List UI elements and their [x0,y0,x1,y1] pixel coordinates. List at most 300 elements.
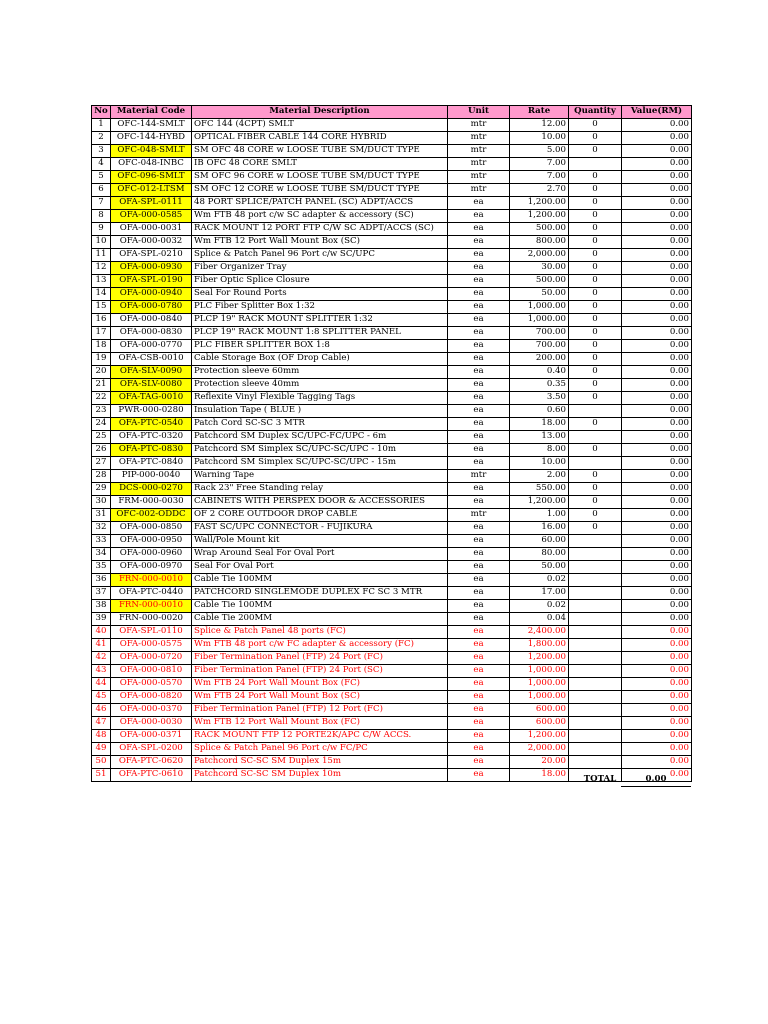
cell-no: 50 [92,756,111,769]
cell-quantity [569,678,622,691]
cell-material-description: Protection sleeve 40mm [192,379,448,392]
table-row [92,522,692,535]
cell-material-description: SM OFC 48 CORE w LOOSE TUBE SM/DUCT TYPE [192,145,448,158]
cell-value: 0.00 [622,327,692,340]
cell-quantity: 0 [569,470,622,483]
cell-material-code: PIP-000-0040 [111,470,192,483]
cell-unit: mtr [448,171,510,184]
cell-quantity [569,405,622,418]
cell-material-code: FRN-000-0010 [111,600,192,613]
cell-material-description: OFC 144 (4CPT) SMLT [192,119,448,132]
cell-quantity: 0 [569,119,622,132]
table-row [92,470,692,483]
cell-quantity [569,613,622,626]
cell-material-description: PLCP 19" RACK MOUNT 1:8 SPLITTER PANEL [192,327,448,340]
table-row [92,119,692,132]
cell-unit: ea [448,756,510,769]
cell-no: 47 [92,717,111,730]
cell-rate: 1,200.00 [510,496,569,509]
cell-quantity [569,665,622,678]
cell-quantity [569,548,622,561]
cell-material-code: OFA-000-0960 [111,548,192,561]
cell-quantity: 0 [569,392,622,405]
cell-rate: 1,200.00 [510,652,569,665]
cell-rate: 10.00 [510,132,569,145]
cell-value: 0.00 [622,314,692,327]
cell-material-code: OFC-144-SMLT [111,119,192,132]
cell-material-description: SM OFC 96 CORE w LOOSE TUBE SM/DUCT TYPE [192,171,448,184]
cell-quantity: 0 [569,145,622,158]
header-material-description: Material Description [192,106,448,119]
cell-material-description: Splice & Patch Panel 48 ports (FC) [192,626,448,639]
cell-quantity: 0 [569,496,622,509]
cell-material-description: CABINETS WITH PERSPEX DOOR & ACCESSORIES [192,496,448,509]
cell-rate: 2.70 [510,184,569,197]
table-row [92,340,692,353]
cell-no: 31 [92,509,111,522]
table-row [92,353,692,366]
cell-quantity [569,626,622,639]
cell-no: 43 [92,665,111,678]
cell-no: 11 [92,249,111,262]
cell-value: 0.00 [622,197,692,210]
table-row [92,158,692,171]
cell-quantity [569,158,622,171]
cell-value: 0.00 [622,418,692,431]
cell-unit: ea [448,457,510,470]
cell-no: 5 [92,171,111,184]
cell-unit: ea [448,236,510,249]
cell-material-description: Fiber Termination Panel (FTP) 24 Port (FC) [192,652,448,665]
cell-material-code: OFA-000-0840 [111,314,192,327]
table-row [92,756,692,769]
cell-material-description: OPTICAL FIBER CABLE 144 CORE HYBRID [192,132,448,145]
table-row [92,717,692,730]
cell-unit: ea [448,665,510,678]
cell-rate: 2.00 [510,470,569,483]
cell-material-description: Seal For Round Ports [192,288,448,301]
cell-value: 0.00 [622,522,692,535]
cell-material-description: Wm FTB 48 port c/w FC adapter & accessory (FC) [192,639,448,652]
cell-no: 7 [92,197,111,210]
cell-material-code: OFA-SPL-0190 [111,275,192,288]
cell-quantity [569,587,622,600]
cell-quantity: 0 [569,327,622,340]
table-row [92,691,692,704]
cell-unit: ea [448,301,510,314]
table-row [92,184,692,197]
cell-material-code: OFC-012-LTSM [111,184,192,197]
cell-no: 48 [92,730,111,743]
cell-rate: 800.00 [510,236,569,249]
cell-unit: mtr [448,184,510,197]
cell-unit: ea [448,626,510,639]
cell-rate: 700.00 [510,327,569,340]
cell-value: 0.00 [622,210,692,223]
cell-unit: ea [448,327,510,340]
cell-value: 0.00 [622,119,692,132]
cell-material-description: Seal For Oval Port [192,561,448,574]
cell-rate: 18.00 [510,418,569,431]
cell-material-code: OFA-SPL-0210 [111,249,192,262]
cell-material-description: Cable Tie 100MM [192,600,448,613]
cell-rate: 50.00 [510,288,569,301]
material-sheet [91,105,691,782]
cell-unit: ea [448,405,510,418]
cell-no: 1 [92,119,111,132]
cell-unit: ea [448,210,510,223]
cell-rate: 500.00 [510,223,569,236]
cell-rate: 1,000.00 [510,301,569,314]
cell-value: 0.00 [622,444,692,457]
table-body [92,119,692,782]
cell-rate: 500.00 [510,275,569,288]
table-row [92,496,692,509]
cell-unit: ea [448,223,510,236]
cell-unit: mtr [448,509,510,522]
cell-material-code: FRN-000-0010 [111,574,192,587]
cell-unit: mtr [448,119,510,132]
cell-value: 0.00 [622,496,692,509]
cell-value: 0.00 [622,340,692,353]
cell-material-code: OFA-000-0371 [111,730,192,743]
table-row [92,301,692,314]
cell-quantity: 0 [569,288,622,301]
cell-value: 0.00 [622,665,692,678]
cell-rate: 700.00 [510,340,569,353]
cell-unit: mtr [448,470,510,483]
cell-material-description: Patch Cord SC-SC 3 MTR [192,418,448,431]
table-row [92,145,692,158]
cell-value: 0.00 [622,561,692,574]
cell-no: 15 [92,301,111,314]
cell-material-description: Insulation Tape ( BLUE ) [192,405,448,418]
cell-no: 26 [92,444,111,457]
cell-material-code: OFA-PTC-0830 [111,444,192,457]
cell-material-description: Patchcord SM Simplex SC/UPC-SC/UPC - 10m [192,444,448,457]
header-quantity: Quantity [569,106,622,119]
cell-material-code: OFA-PTC-0840 [111,457,192,470]
cell-no: 35 [92,561,111,574]
cell-unit: ea [448,444,510,457]
cell-quantity: 0 [569,522,622,535]
cell-quantity: 0 [569,132,622,145]
cell-material-code: OFA-000-0780 [111,301,192,314]
cell-unit: ea [448,587,510,600]
cell-no: 29 [92,483,111,496]
table-row [92,652,692,665]
table-row [92,665,692,678]
cell-material-code: OFA-000-0370 [111,704,192,717]
cell-material-description: Cable Storage Box (OF Drop Cable) [192,353,448,366]
cell-value: 0.00 [622,353,692,366]
header-rate: Rate [510,106,569,119]
table-row [92,223,692,236]
table-row [92,379,692,392]
cell-unit: ea [448,639,510,652]
cell-quantity [569,743,622,756]
cell-material-code: OFA-SLV-0080 [111,379,192,392]
cell-value: 0.00 [622,223,692,236]
cell-no: 40 [92,626,111,639]
cell-no: 44 [92,678,111,691]
cell-value: 0.00 [622,288,692,301]
table-row [92,639,692,652]
cell-quantity: 0 [569,314,622,327]
cell-unit: ea [448,678,510,691]
cell-value: 0.00 [622,548,692,561]
cell-material-code: OFC-096-SMLT [111,171,192,184]
header-material-code: Material Code [111,106,192,119]
cell-rate: 600.00 [510,704,569,717]
cell-unit: ea [448,704,510,717]
cell-material-description: IB OFC 48 CORE SMLT [192,158,448,171]
cell-unit: ea [448,496,510,509]
cell-quantity [569,574,622,587]
cell-no: 20 [92,366,111,379]
total-underline [621,786,691,787]
cell-material-description: OF 2 CORE OUTDOOR DROP CABLE [192,509,448,522]
cell-rate: 0.60 [510,405,569,418]
cell-rate: 2,000.00 [510,743,569,756]
cell-no: 41 [92,639,111,652]
cell-material-code: OFA-000-0820 [111,691,192,704]
table-row [92,587,692,600]
cell-value: 0.00 [622,392,692,405]
cell-no: 24 [92,418,111,431]
table-row [92,197,692,210]
table-row [92,509,692,522]
cell-material-description: Warning Tape [192,470,448,483]
cell-value: 0.00 [622,743,692,756]
cell-no: 16 [92,314,111,327]
cell-value: 0.00 [622,483,692,496]
cell-unit: ea [448,392,510,405]
cell-material-code: OFA-000-0940 [111,288,192,301]
cell-material-description: Patchcord SC-SC SM Duplex 15m [192,756,448,769]
cell-unit: ea [448,769,510,782]
table-row [92,626,692,639]
cell-quantity: 0 [569,171,622,184]
cell-unit: ea [448,314,510,327]
cell-rate: 13.00 [510,431,569,444]
cell-rate: 1.00 [510,509,569,522]
cell-material-description: Wrap Around Seal For Oval Port [192,548,448,561]
cell-quantity: 0 [569,236,622,249]
cell-material-code: OFA-000-0850 [111,522,192,535]
cell-rate: 20.00 [510,756,569,769]
cell-quantity [569,730,622,743]
cell-material-description: FAST SC/UPC CONNECTOR - FUJIKURA [192,522,448,535]
cell-material-description: Splice & Patch Panel 96 Port c/w FC/PC [192,743,448,756]
cell-material-code: OFC-144-HYBD [111,132,192,145]
cell-material-description: Rack 23" Free Standing relay [192,483,448,496]
cell-unit: ea [448,561,510,574]
cell-quantity: 0 [569,275,622,288]
cell-value: 0.00 [622,431,692,444]
cell-material-code: OFA-000-0810 [111,665,192,678]
cell-value: 0.00 [622,626,692,639]
cell-no: 2 [92,132,111,145]
cell-no: 49 [92,743,111,756]
cell-no: 30 [92,496,111,509]
table-row [92,678,692,691]
cell-quantity: 0 [569,366,622,379]
cell-rate: 0.35 [510,379,569,392]
cell-value: 0.00 [622,678,692,691]
table-row [92,210,692,223]
cell-quantity [569,535,622,548]
cell-value: 0.00 [622,730,692,743]
cell-material-description: Cable Tie 200MM [192,613,448,626]
cell-unit: ea [448,366,510,379]
cell-material-code: OFA-000-0575 [111,639,192,652]
table-row [92,704,692,717]
cell-quantity: 0 [569,444,622,457]
cell-no: 8 [92,210,111,223]
cell-material-description: PLC Fiber Splitter Box 1:32 [192,301,448,314]
cell-material-description: RACK MOUNT 12 PORT FTP C/W SC ADPT/ACCS (SC) [192,223,448,236]
cell-no: 32 [92,522,111,535]
cell-material-description: PLCP 19" RACK MOUNT SPLITTER 1:32 [192,314,448,327]
cell-material-code: FRN-000-0020 [111,613,192,626]
cell-value: 0.00 [622,704,692,717]
cell-no: 22 [92,392,111,405]
cell-material-description: Fiber Optic Splice Closure [192,275,448,288]
cell-material-description: PLC FIBER SPLITTER BOX 1:8 [192,340,448,353]
cell-value: 0.00 [622,691,692,704]
total-value: 0.00 [645,774,667,784]
cell-quantity: 0 [569,197,622,210]
cell-quantity: 0 [569,483,622,496]
cell-material-code: OFA-PTC-0620 [111,756,192,769]
cell-value: 0.00 [622,249,692,262]
cell-quantity [569,639,622,652]
cell-unit: ea [448,600,510,613]
cell-unit: ea [448,730,510,743]
cell-material-code: OFA-000-0970 [111,561,192,574]
cell-quantity: 0 [569,340,622,353]
cell-value: 0.00 [622,509,692,522]
cell-material-code: DCS-000-0270 [111,483,192,496]
table-row [92,600,692,613]
cell-material-description: Reflexite Vinyl Flexible Tagging Tags [192,392,448,405]
cell-no: 3 [92,145,111,158]
cell-no: 10 [92,236,111,249]
cell-no: 13 [92,275,111,288]
cell-material-description: Wm FTB 24 Port Wall Mount Box (FC) [192,678,448,691]
cell-rate: 1,000.00 [510,678,569,691]
cell-material-description: Cable Tie 100MM [192,574,448,587]
cell-rate: 550.00 [510,483,569,496]
cell-value: 0.00 [622,236,692,249]
cell-material-code: OFA-000-0720 [111,652,192,665]
cell-value: 0.00 [622,769,692,782]
header-no: No [92,106,111,119]
table-row [92,262,692,275]
table-row [92,327,692,340]
cell-material-code: OFA-000-0830 [111,327,192,340]
cell-value: 0.00 [622,171,692,184]
cell-unit: mtr [448,145,510,158]
cell-material-description: Protection sleeve 60mm [192,366,448,379]
cell-material-code: OFA-PTC-0320 [111,431,192,444]
cell-unit: ea [448,522,510,535]
cell-unit: ea [448,717,510,730]
cell-unit: ea [448,197,510,210]
cell-rate: 50.00 [510,561,569,574]
table-row [92,457,692,470]
cell-unit: ea [448,353,510,366]
table-row [92,418,692,431]
cell-quantity [569,704,622,717]
cell-material-code: OFA-000-0585 [111,210,192,223]
cell-quantity [569,600,622,613]
cell-rate: 0.02 [510,574,569,587]
cell-unit: ea [448,340,510,353]
cell-unit: mtr [448,158,510,171]
cell-value: 0.00 [622,470,692,483]
cell-quantity: 0 [569,509,622,522]
table-header-row [92,106,692,119]
cell-unit: ea [448,262,510,275]
table-row [92,275,692,288]
cell-rate: 600.00 [510,717,569,730]
cell-material-description: Fiber Termination Panel (FTP) 24 Port (SC) [192,665,448,678]
cell-unit: mtr [448,132,510,145]
cell-rate: 1,200.00 [510,730,569,743]
cell-rate: 80.00 [510,548,569,561]
cell-value: 0.00 [622,457,692,470]
cell-quantity: 0 [569,301,622,314]
cell-unit: ea [448,652,510,665]
cell-value: 0.00 [622,717,692,730]
cell-quantity [569,561,622,574]
cell-material-description: Wm FTB 12 Port Wall Mount Box (FC) [192,717,448,730]
cell-material-code: OFA-000-0032 [111,236,192,249]
cell-unit: ea [448,691,510,704]
cell-unit: ea [448,613,510,626]
cell-value: 0.00 [622,652,692,665]
table-row [92,613,692,626]
cell-value: 0.00 [622,405,692,418]
cell-material-code: OFA-000-0031 [111,223,192,236]
cell-no: 27 [92,457,111,470]
cell-unit: ea [448,379,510,392]
cell-value: 0.00 [622,639,692,652]
table-row [92,171,692,184]
cell-material-code: OFA-SPL-0110 [111,626,192,639]
cell-quantity: 0 [569,223,622,236]
cell-no: 4 [92,158,111,171]
cell-no: 25 [92,431,111,444]
cell-no: 39 [92,613,111,626]
cell-value: 0.00 [622,535,692,548]
cell-no: 28 [92,470,111,483]
cell-unit: ea [448,548,510,561]
cell-unit: ea [448,535,510,548]
table-row [92,561,692,574]
cell-rate: 5.00 [510,145,569,158]
cell-rate: 3.50 [510,392,569,405]
cell-no: 42 [92,652,111,665]
table-row [92,288,692,301]
cell-value: 0.00 [622,756,692,769]
cell-material-code: OFA-PTC-0440 [111,587,192,600]
cell-no: 14 [92,288,111,301]
table-row [92,405,692,418]
cell-material-description: SM OFC 12 CORE w LOOSE TUBE SM/DUCT TYPE [192,184,448,197]
